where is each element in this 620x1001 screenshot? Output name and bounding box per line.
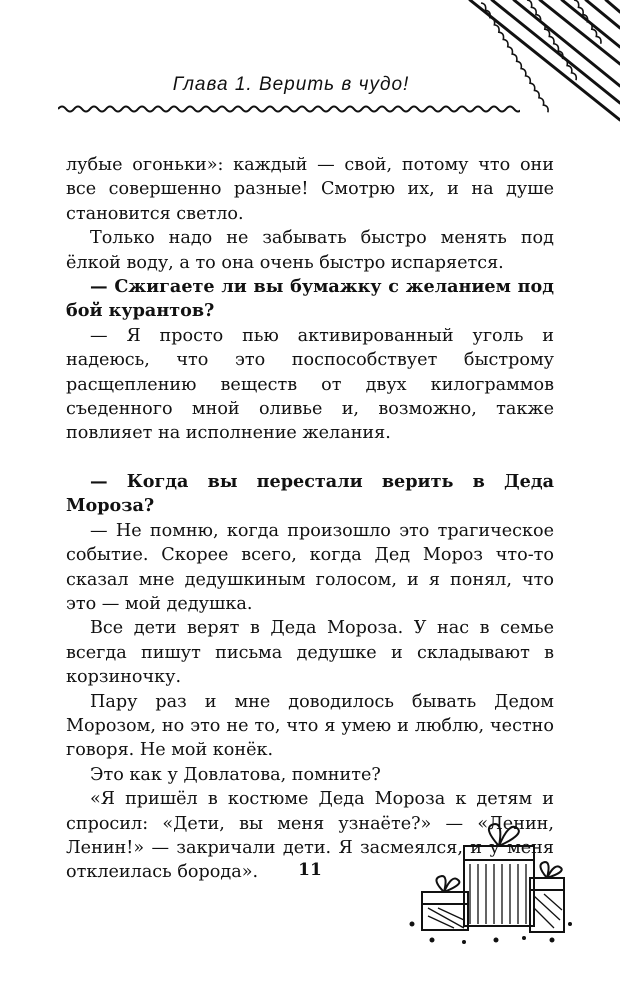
paragraph: Только надо не забывать быстро менять под ёлкой воду, а то она очень быстро испаряется. — [66, 228, 554, 273]
paragraph: «Я пришёл в костюме Деда Мороза к детям и спросил: «Дети, вы меня узнаёте?» — «Ленин, Ленин!» — закричали дети. Я засмеялся, и у меня отклеилась борода». — [66, 789, 554, 883]
wavy-rule-icon — [58, 104, 520, 114]
paragraph: Это как у Довлатова, помните? — [90, 764, 381, 785]
paragraph: — Я просто пью активированный уголь и надеюсь, что это поспособствует быстрому расщеплению веществ от двух килограммов съеденного мной оливье и, возможно, также повлияет на исполнение желания. — [66, 325, 554, 444]
running-header: Глава 1. Верить в чудо! — [172, 74, 410, 95]
page-number: 11 — [298, 860, 322, 880]
paragraph: лубые огоньки»: каждый — свой, потому что они все совершенно разные! Смотрю их, и на душе становится светло. — [66, 155, 554, 224]
gift-boxes-icon — [404, 820, 574, 950]
interview-question: — Когда вы перестали верить в Деда Мороза? — [66, 470, 554, 517]
paragraph: Пару раз и мне доводилось бывать Дедом Морозом, но это не то, что я умею и люблю, честно говоря. Не мой конёк. — [66, 691, 554, 761]
paragraph: — Не помню, когда произошло это трагическое событие. Скорее всего, когда Дед Мороз что-то сказал мне дедушкиным голосом, и я понял, что это — мой дедушка. — [66, 520, 554, 614]
interview-question: — Сжигаете ли вы бумажку с желанием под бой курантов? — [66, 276, 554, 322]
paragraph: Все дети верят в Деда Мороза. У нас в семье всегда пишут письма дедушке и складывают в корзиночку. — [66, 618, 554, 688]
body-text — [66, 153, 554, 885]
